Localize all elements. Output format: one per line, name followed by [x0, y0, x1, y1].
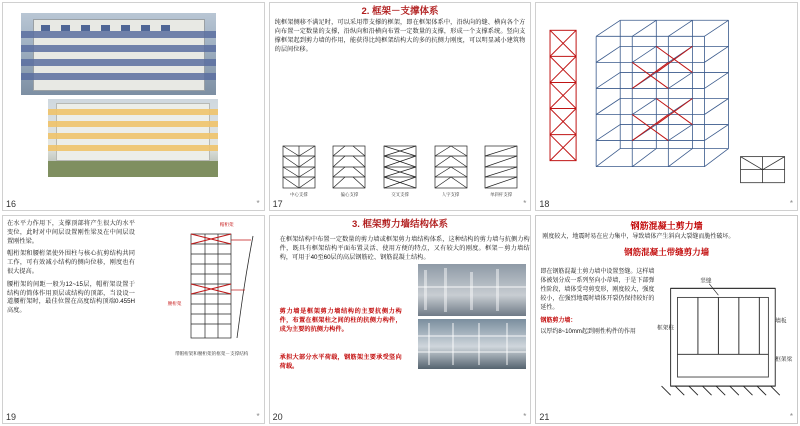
paragraph-2: 剪力墙是框架剪力墙结构的主要抗侧力构件，布置在框架柱之间的柱的抗侧力构件，成为主要的抗侧力构件。 [279, 308, 402, 333]
svg-text:墙板: 墙板 [774, 318, 787, 325]
site-photos [418, 264, 526, 369]
slide-number: 20 [272, 412, 283, 422]
slide-star: * [256, 412, 260, 421]
brace-figure [277, 143, 321, 198]
brace-figure [378, 143, 422, 198]
brace-single-diagonal-icon [481, 143, 521, 191]
slide-star: * [256, 199, 260, 208]
figure-caption: 人字支撑 [441, 192, 460, 197]
slide-title: 2. 框架－支撑体系 [361, 6, 439, 17]
brace-figure [479, 143, 523, 198]
svg-text:竖缝: 竖缝 [699, 278, 712, 285]
slide-number: 21 [539, 412, 550, 422]
brace-chevron-icon [431, 143, 471, 191]
slide-19-figure-column [164, 222, 260, 357]
photo-office-building [21, 13, 216, 95]
figure-caption: 中心支撑 [290, 192, 308, 197]
paragraph-2: 帽桁架和腰桁架使外围柱与核心抗剪结构共同工作，可有效减小结构的侧向位移，刚度也有很大提高。 [7, 250, 135, 275]
axonometric-frame-diagram [536, 3, 797, 210]
slide-21[interactable] [535, 215, 798, 424]
figure-caption: 交叉支撑 [391, 192, 409, 197]
paragraph-3: 以厚约8~10mm起到刚性构件的作用 [540, 329, 636, 335]
slide-number: 18 [539, 199, 550, 209]
slide-19-text-column [7, 220, 135, 316]
slide-title: 3. 框架剪力墙结构体系 [351, 219, 449, 230]
figure-caption: 带帽桁架和腰桁架的框架－支撑结构 [174, 351, 249, 356]
brace-figures [274, 136, 527, 198]
svg-text:框架柱: 框架柱 [656, 325, 674, 332]
slide-18[interactable] [535, 2, 798, 211]
slide-17[interactable] [269, 2, 532, 211]
figure-caption: 单斜杆支撑 [490, 192, 513, 197]
brace-cross-icon [380, 143, 420, 191]
slit-shear-wall-diagram [657, 268, 793, 411]
figure-label-mid: 腰桁架 [167, 301, 182, 306]
slide-intro: 刚度较大，地震时易在应力集中，导致墙体产生斜向大裂缝而脆性破坏。 [542, 234, 735, 240]
photo-shearwall-site [418, 264, 526, 316]
photo-frame-shearwall-site [418, 319, 526, 369]
paragraph-1: 即在钢筋混凝土剪力墙中设置竖缝。这样墙体被划分成一系列坚向小蒂墙，于是下部弹性阶段，墙体受弯剪变形，刚度较大，强度较小，在强烈地震时墙体开裂仍保持较好的延性。 [540, 269, 655, 311]
slide-star: * [523, 412, 527, 421]
photo-residential-building [48, 99, 218, 177]
slide-21-text-column [540, 268, 656, 411]
slide-star: * [789, 412, 793, 421]
slide-subtitle: 钢筋混凝土带缝剪力墙 [624, 246, 710, 257]
slide-title: 钢筋混凝土剪力墙 [630, 221, 703, 231]
figure-label-top: 帽桁架 [219, 222, 234, 227]
outrigger-truss-diagram [165, 228, 259, 348]
slide-star: * [523, 199, 527, 208]
brace-figure [429, 143, 473, 198]
slide-body: 纯框架侧移不满足时，可以采用带支撑的框架，即在框架体系中，沿纵向的缝、横向各个方向布置一定数量的支撑，沿纵向和沿横向布置一定数量的支撑，形成一个支撑系统。竖向支撑框架起到剪力墙的作用，能获得比纯框架结构大的多的抗侧力刚度，可以明显减小建筑物的层间位移。 [274, 19, 526, 53]
slide-number: 16 [6, 199, 17, 209]
slide-21-figure-column [657, 268, 793, 411]
brace-eccentric-icon [329, 143, 369, 191]
brace-figure [327, 143, 371, 198]
slide-20[interactable] [269, 215, 532, 424]
paragraph-3: 腰桁架的间距一般为12~15层，帽桁架设置于结构的简体作用顶层或结构的顶部，当设设一道腰桁架时，最佳位置在高度结构顶端0.455H高度。 [7, 280, 135, 315]
slide-number: 19 [6, 412, 17, 422]
figure-caption: 偏心支撑 [340, 192, 359, 197]
paragraph-1: 在框架结构中布置一定数量的剪力墙或框架剪力墙结构体系，这种结构的剪力墙与抗侧力构件，既具有框架结构平面布置灵活、使用方便的特点，又有较大的刚度。框架－剪力墙结构，可用于40至60层的高层钢筋砼、钢筋混凝土结构。 [279, 236, 530, 261]
paragraph-3: 承担大部分水平荷载，钢筋架主要承受竖向荷载。 [279, 354, 402, 370]
paragraph-2: 钢筋剪力墙： [540, 318, 577, 324]
svg-text:框架梁: 框架梁 [774, 357, 792, 364]
slide-16[interactable] [2, 2, 265, 211]
slide-star: * [789, 199, 793, 208]
brace-central-icon [279, 143, 319, 191]
slide-number: 17 [272, 199, 283, 209]
slide-19[interactable] [2, 215, 265, 424]
paragraph-1: 在水平力作用下，支撑顶部将产生很大的水平变位，此时对中间层设置刚性梁及在中间层设置刚性梁。 [7, 220, 135, 245]
